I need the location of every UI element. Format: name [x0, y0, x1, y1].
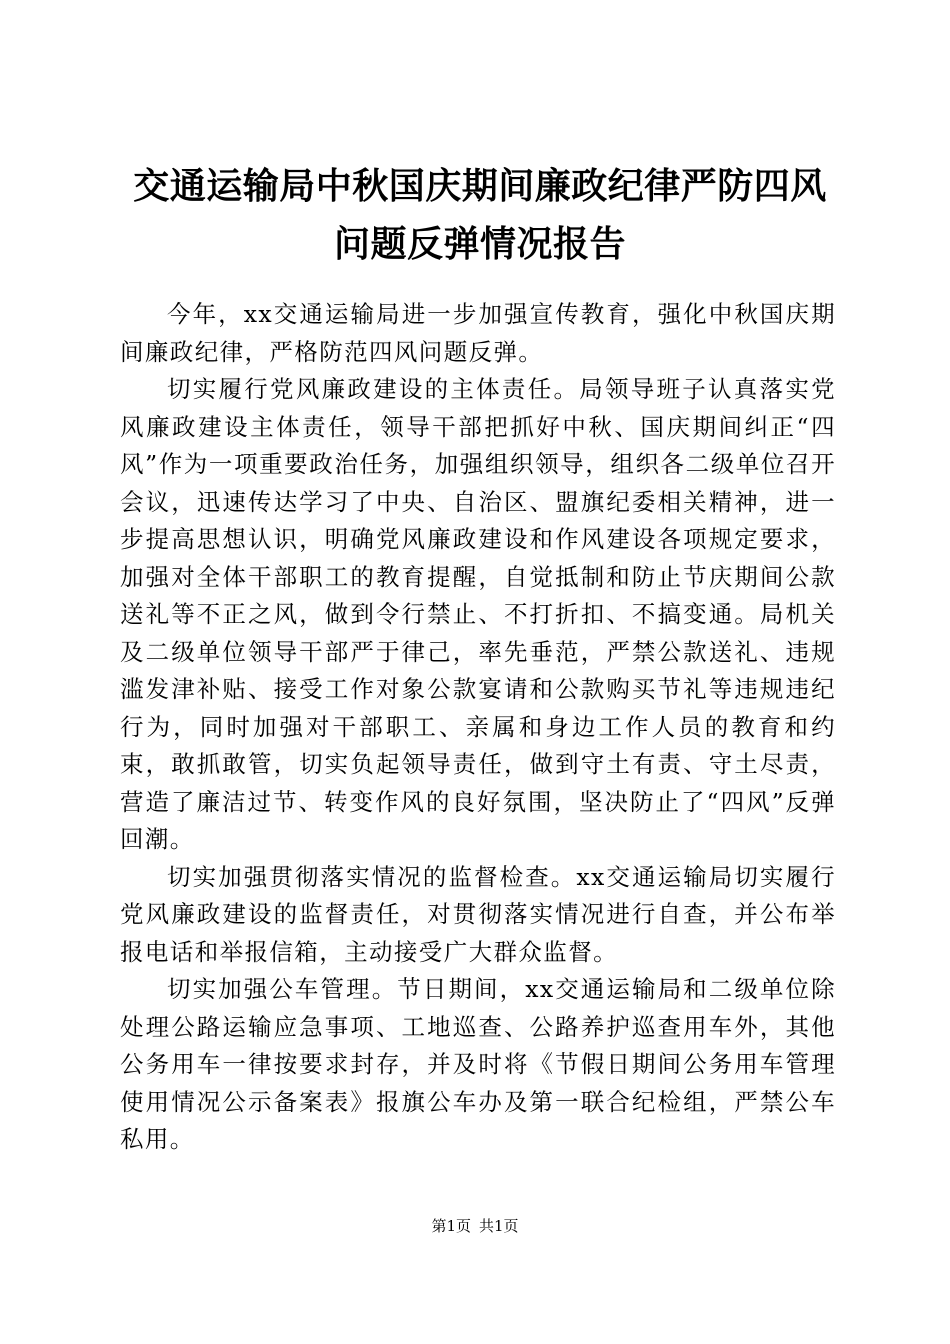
paragraph-supervision: 切实加强贯彻落实情况的监督检查。xx交通运输局切实履行党风廉政建设的监督责任，对贯彻落实情况进行自查，并公布举报电话和举报信箱，主动接受广大群众监督。 — [120, 862, 836, 966]
paragraph-responsibility: 切实履行党风廉政建设的主体责任。局领导班子认真落实党风廉政建设主体责任，领导干部把抓好中秋、国庆期间纠正“四风”作为一项重要政治任务，加强组织领导，组织各二级单位召开会议，迅速传达学习了中央、自治区、盟旗纪委相关精神，进一步提高思想认识，明确党风廉政建设和作风建设各项规定要求，加强对全体干部职工的教育提醒，自觉抵制和防止节庆期间公款送礼等不正之风，做到令行禁止、不打折扣、不搞变通。局机关及二级单位领导干部严于律己，率先垂范，严禁公款送礼、违规滥发津补贴、接受工作对象公款宴请和公款购买节礼等违规违纪行为，同时加强对干部职工、亲属和身边工作人员的教育和约束，敢抓敢管，切实负起领导责任，做到守土有责、守土尽责，营造了廉洁过节、转变作风的良好氛围，坚决防止了“四风”反弹回潮。 — [120, 375, 836, 853]
paragraph-vehicle-management: 切实加强公车管理。节日期间，xx交通运输局和二级单位除处理公路运输应急事项、工地巡查、公路养护巡查用车外，其他公务用车一律按要求封存，并及时将《节假日期间公务用车管理使用情况公示备案表》报旗公车办及第一联合纪检组，严禁公车私用。 — [120, 975, 836, 1153]
paragraph-intro: 今年，xx交通运输局进一步加强宣传教育，强化中秋国庆期间廉政纪律，严格防范四风问题反弹。 — [120, 300, 836, 366]
page-number-total: 共1页 — [479, 1217, 519, 1235]
document-title: 交通运输局中秋国庆期间廉政纪律严防四风问题反弹情况报告 — [133, 166, 827, 265]
page-number-current: 第1页 — [431, 1217, 471, 1235]
page-footer — [0, 1216, 950, 1236]
document-body — [120, 296, 836, 1159]
